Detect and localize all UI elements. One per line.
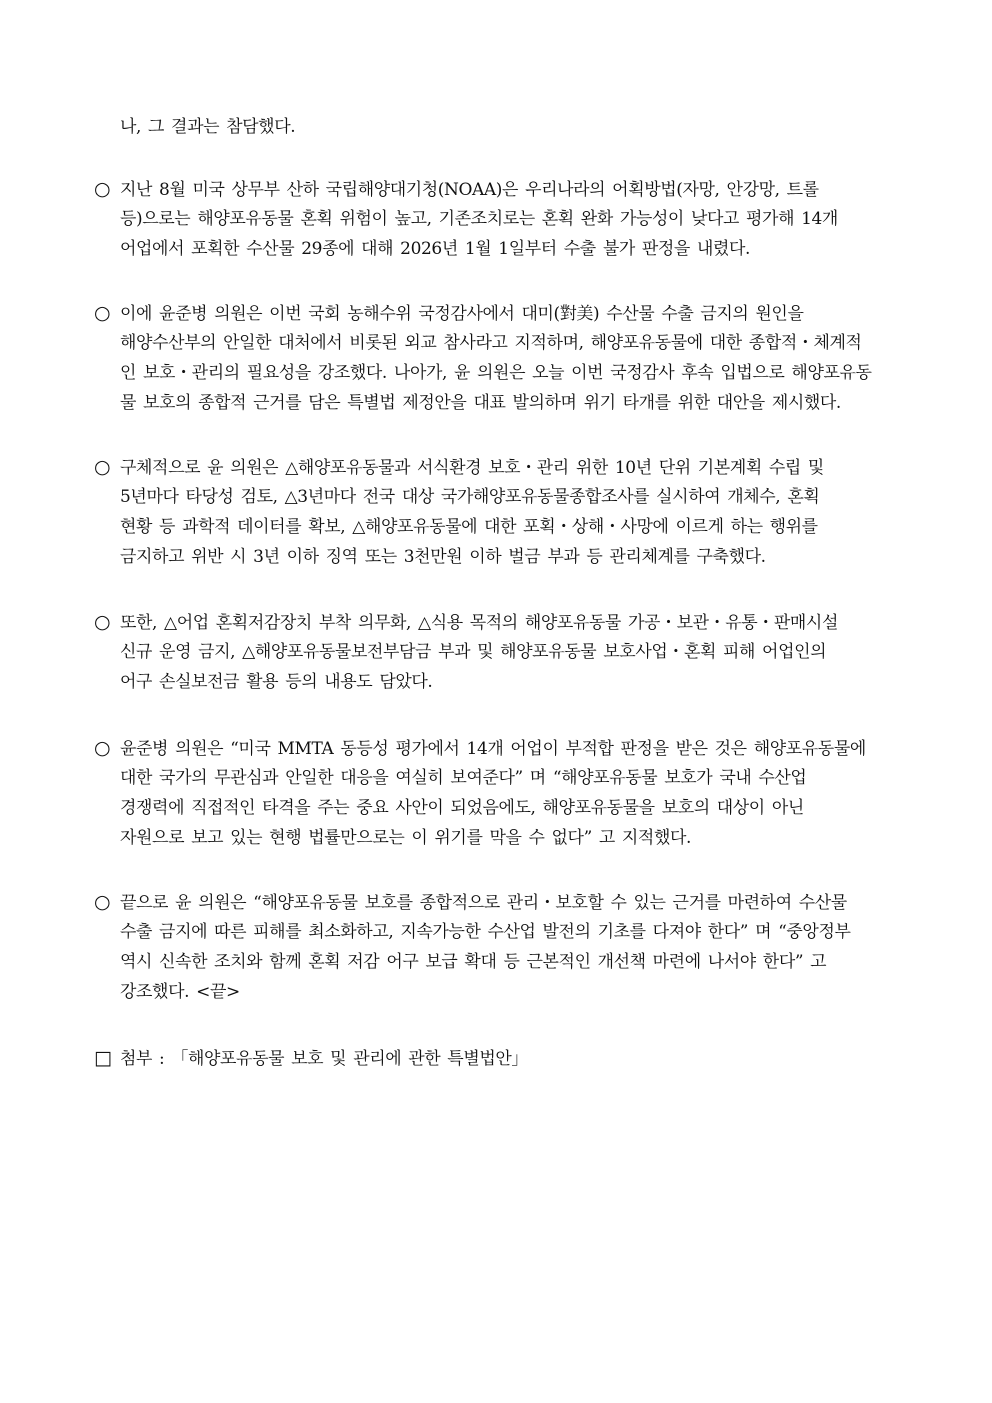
text-line: 신규 운영 금지, △해양포유동물보전부담금 부과 및 해양포유동물 보호사업・혼획 피해 어업인의 [120,642,827,662]
attachment-line [94,1043,900,1073]
paragraph-audit-criticism [94,298,900,418]
paragraph-conclusion [94,887,900,1007]
text-line: 끝으로 윤 의원은 “해양포유동물 보호를 종합적으로 관리・보호할 수 있는 근거를 마련하여 수산물 [120,893,847,913]
continuation-paragraph [94,112,900,142]
circle-bullet-icon: ○ [94,302,111,324]
text-line: 강조했다. <끝> [120,982,240,1002]
text-line: 역시 신속한 조치와 함께 혼획 저감 어구 보급 확대 등 근본적인 개선책 마련에 나서야 한다” 고 [120,952,827,972]
text-line: 어업에서 포획한 수산물 29종에 대해 2026년 1월 1일부터 수출 불가 판정을 내렸다. [120,239,751,259]
text-line: 5년마다 타당성 검토, △3년마다 전국 대상 국가해양포유동물종합조사를 실시하여 개체수, 혼획 [120,487,820,507]
text-line: 어구 손실보전금 활용 등의 내용도 담았다. [120,672,433,692]
text-line: 경쟁력에 직접적인 타격을 주는 중요 사안이 되었음에도, 해양포유동물을 보호의 대상이 아닌 [120,798,804,818]
text-line: 윤준병 의원은 “미국 MMTA 동등성 평가에서 14개 어업이 부적합 판정을 받은 것은 해양포유동물에 [120,739,866,759]
square-bullet-icon: □ [94,1047,112,1069]
text-line: 인 보호・관리의 필요성을 강조했다. 나아가, 윤 의원은 오늘 이번 국정감사 후속 입법으로 해양포유동 [120,363,872,383]
text-line: 이에 윤준병 의원은 이번 국회 농해수위 국정감사에서 대미(對美) 수산물 수출 금지의 원인을 [120,304,804,324]
text-line: 구체적으로 윤 의원은 △해양포유동물과 서식환경 보호・관리 위한 10년 단위 기본계획 수립 및 [120,458,824,478]
text-line: 수출 금지에 따른 피해를 최소화하고, 지속가능한 수산업 발전의 기초를 다져야 한다” 며 “중앙정부 [120,922,851,942]
paragraph-lawmaker-quote [94,733,900,853]
text-line: 물 보호의 종합적 근거를 담은 특별법 제정안을 대표 발의하며 위기 타개를 위한 대안을 제시했다. [120,393,841,413]
text-line: 등)으로는 해양포유동물 혼획 위험이 높고, 기존조치로는 혼획 완화 가능성이 낮다고 평가해 14개 [120,209,838,229]
text-line: 대한 국가의 무관심과 안일한 대응을 여실히 보여준다” 며 “해양포유동물 보호가 국내 수산업 [120,768,807,788]
attachment-text: 첨부 : 「해양포유동물 보호 및 관리에 관한 특별법안」 [120,1049,528,1069]
text-line: 해양수산부의 안일한 대처에서 비롯된 외교 참사라고 지적하며, 해양포유동물에 대한 종합적・체계적 [120,333,862,353]
circle-bullet-icon: ○ [94,737,111,759]
text-line: 지난 8월 미국 상무부 산하 국립해양대기청(NOAA)은 우리나라의 어획방법(자망, 안강망, 트롤 [120,180,819,200]
circle-bullet-icon: ○ [94,178,111,200]
circle-bullet-icon: ○ [94,456,111,478]
text-line: 자원으로 보고 있는 현행 법률만으로는 이 위기를 막을 수 없다” 고 지적했다. [120,828,691,848]
circle-bullet-icon: ○ [94,891,111,913]
text-line: 현황 등 과학적 데이터를 확보, △해양포유동물에 대한 포획・상해・사망에 이르게 하는 행위를 [120,517,818,537]
paragraph-bill-details [94,452,900,572]
paragraph-additional-measures [94,607,900,697]
circle-bullet-icon: ○ [94,611,111,633]
paragraph-noaa-ruling [94,174,900,264]
text-line: 나, 그 결과는 참담했다. [120,117,296,137]
text-line: 금지하고 위반 시 3년 이하 징역 또는 3천만원 이하 벌금 부과 등 관리체계를 구축했다. [120,547,766,567]
text-line: 또한, △어업 혼획저감장치 부착 의무화, △식용 목적의 해양포유동물 가공・보관・유통・판매시설 [120,613,838,633]
